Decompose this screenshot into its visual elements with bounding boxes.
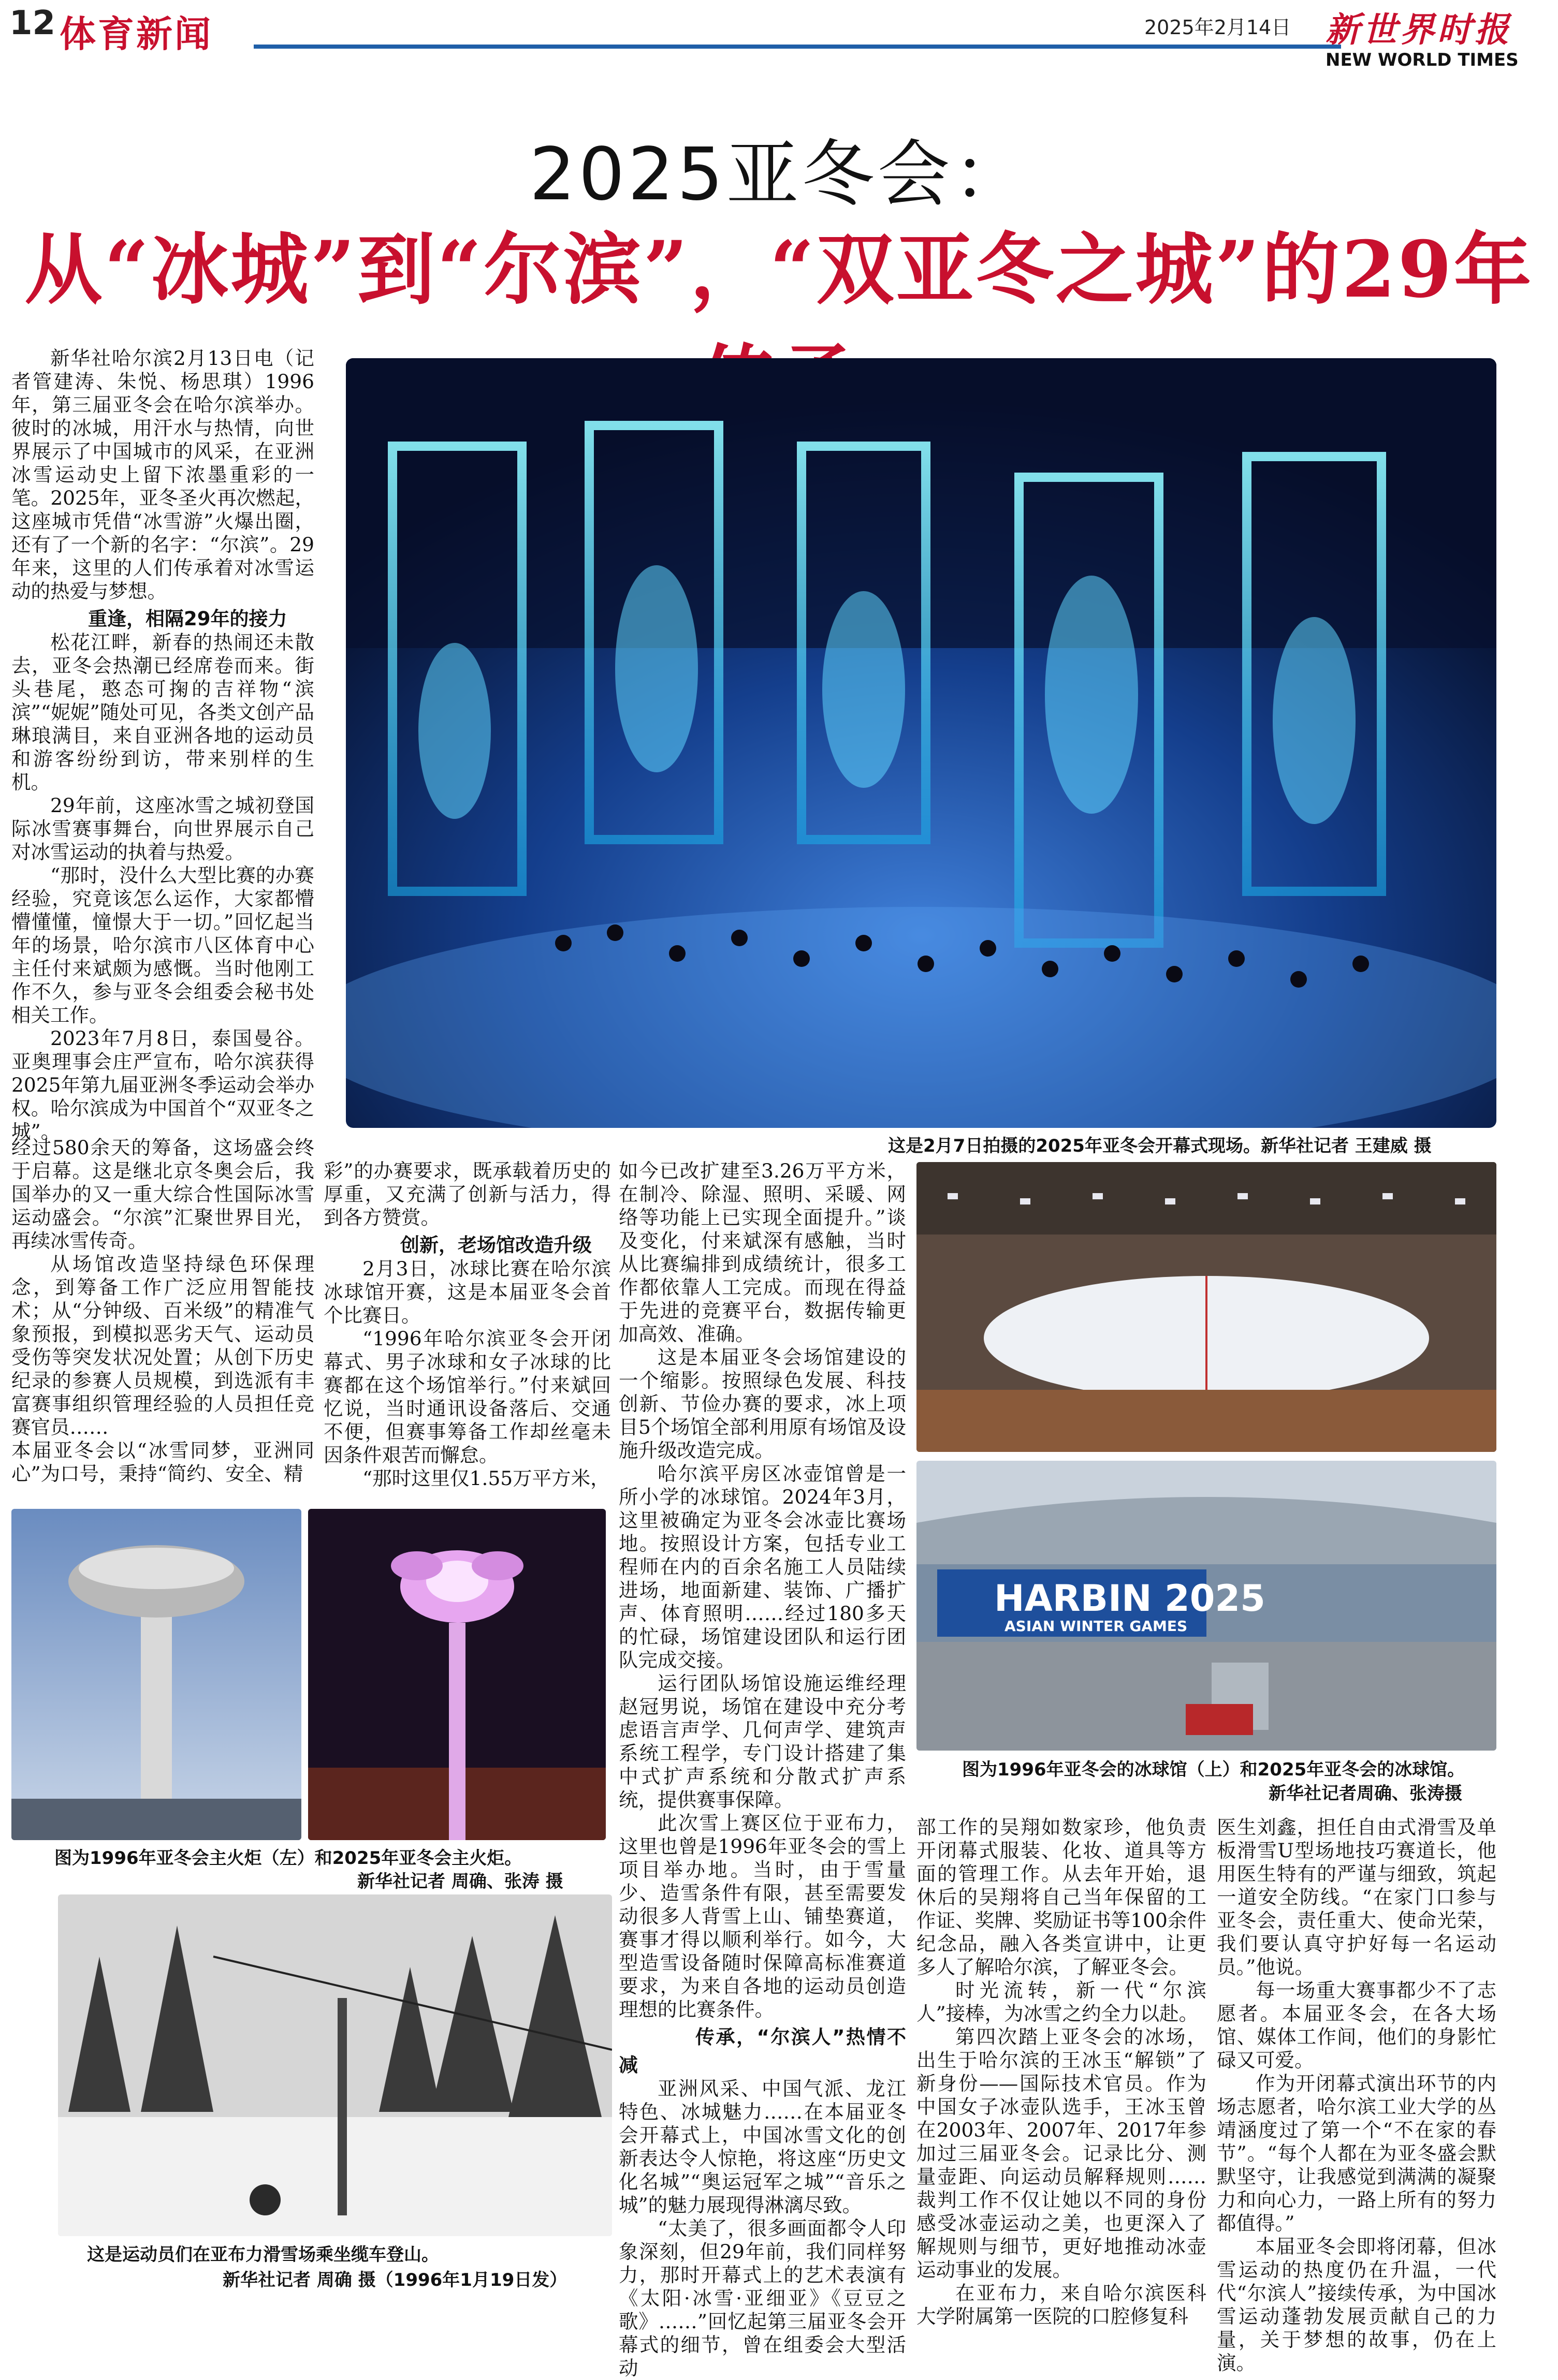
masthead-english: NEW WORLD TIMES — [1326, 50, 1519, 70]
section-title: 体育新闻 — [60, 13, 213, 55]
article-column-2 — [324, 1159, 611, 1490]
ceremony-photo — [346, 358, 1496, 1128]
skilift-credit: 新华社记者 周确 摄（1996年1月19日发） — [223, 2270, 567, 2290]
article-column-3 — [619, 1159, 906, 2380]
headline-line2: 从“冰城”到“尔滨”，“双亚冬之城”的29年 — [24, 224, 1534, 315]
arena-credit: 新华社记者周确、张涛摄 — [1269, 1783, 1462, 1804]
torch-caption: 图为1996年亚冬会主火炬（左）和2025年亚冬会主火炬。 — [54, 1848, 522, 1869]
skilift-caption: 这是运动员们在亚布力滑雪场乘坐缆车登山。 — [87, 2244, 439, 2265]
page-number: 12 — [9, 4, 56, 42]
ceremony-caption: 这是2月7日拍摄的2025年亚冬会开幕式现场。新华社记者 王建威 摄 — [888, 1136, 1432, 1156]
paragraph: 医生刘鑫，担任自由式滑雪及单板滑雪U型场地技巧赛道长，他用医生特有的严谨与细致，筑起一道安全防线。“在家门口参与亚冬会，责任重大、使命光荣，我们要认真守护好每一名运动员。”他说。 — [1217, 1816, 1496, 1978]
paragraph: 作为开闭幕式演出环节的内场志愿者，哈尔滨工业大学的丛靖涵度过了第一个“不在家的春节”。“每个人都在为亚冬盛会默默坚守，让我感觉到满满的凝聚力和向心力，一路上所有的努力都值得。” — [1217, 2072, 1496, 2235]
paragraph: 彩”的办赛要求，既承载着历史的厚重，又充满了创新与活力，得到各方赞赏。 — [324, 1159, 611, 1229]
paragraph: 这是本届亚冬会场馆建设的一个缩影。按照绿色发展、科技创新、节俭办赛的要求，冰上项目5个场馆全部利用原有场馆及设施升级改造完成。 — [619, 1346, 906, 1462]
paragraph: 部工作的吴翔如数家珍，他负责开闭幕式服装、化妆、道具等方面的管理工作。从去年开始，退休后的吴翔将自己当年保留的工作证、奖牌、奖励证书等100余件纪念品，融入各类宣讲中，让更多人了解哈尔滨，了解亚冬会。 — [916, 1816, 1206, 1978]
article-column-1-bottom — [11, 1136, 314, 1486]
subheading: 创新，老场馆改造升级 — [400, 1234, 592, 1256]
ceremony-illustration — [346, 358, 1496, 1128]
paragraph: 本届亚冬会以“冰雪同梦，亚洲同心”为口号，秉持“简约、安全、精 — [11, 1439, 314, 1485]
torch-2025-illustration — [308, 1509, 606, 1840]
header-rule — [254, 45, 1341, 49]
subheading: 重逢，相隔29年的接力 — [88, 608, 287, 630]
arena-1996-illustration — [916, 1162, 1496, 1452]
paragraph: 第四次踏上亚冬会的冰场，出生于哈尔滨的王冰玉“解锁”了新身份——国际技术官员。作为中国女子冰壶队选手，王冰玉曾在2003年、2007年、2017年参加过三届亚冬会。记录比分、测量壶距、向运动员解释规则……裁判工作不仅让她以不同的身份感受冰壶运动之美，也更深入了解规则与细节，更好地推动冰壶运动事业的发展。 — [916, 2025, 1206, 2281]
arena-banner-subtitle: ASIAN WINTER GAMES — [1004, 1618, 1188, 1635]
torch-1996-photo — [11, 1509, 301, 1840]
article-column-5 — [1217, 1816, 1496, 2375]
subheading: 传承，“尔滨人”热情不减 — [619, 2026, 906, 2076]
paragraph: 本届亚冬会即将闭幕，但冰雪运动的热度仍在升温，一代代“尔滨人”接续传承，为中国冰雪运动蓬勃发展贡献自己的力量，关于梦想的故事，仍在上演。 — [1217, 2235, 1496, 2374]
article-column-4 — [916, 1816, 1206, 2328]
paragraph: 每一场重大赛事都少不了志愿者。本届亚冬会，在各大场馆、媒体工作间，他们的身影忙碌又可爱。 — [1217, 1979, 1496, 2072]
paragraph: 在亚布力，来自哈尔滨医科大学附属第一医院的口腔修复科 — [916, 2282, 1206, 2328]
paragraph: 哈尔滨平房区冰壶馆曾是一所小学的冰球馆。2024年3月，这里被确定为亚冬会冰壶比赛场地。按照设计方案，包括专业工程师在内的百余名施工人员陆续进场，地面新建、装饰、广播扩声、体育照明……经过180多天的忙碌，场馆建设团队和运行团队完成交接。 — [619, 1462, 906, 1671]
paragraph: 亚洲风采、中国气派、龙江特色、冰城魅力……在本届亚冬会开幕式上，中国冰雪文化的创新表达令人惊艳，将这座“历史文化名城”“奥运冠军之城”“音乐之城”的魅力展现得淋漓尽致。 — [619, 2077, 906, 2216]
issue-date: 2025年2月14日 — [1144, 16, 1291, 39]
paragraph: “那时这里仅1.55万平方米， — [362, 1467, 610, 1490]
paragraph: 29年前，这座冰雪之城初登国际冰雪赛事舞台，向世界展示自己对冰雪运动的执着与热爱。 — [11, 794, 314, 863]
arena-banner-title: HARBIN 2025 — [994, 1577, 1265, 1620]
paragraph: “太美了，很多画面都令人印象深刻，但29年前，我们同样努力，那时开幕式上的艺术表演有《太阳·冰雪·亚细亚》《豆豆之歌》……”回忆起第三届亚冬会开幕式的细节，曾在组委会大型活动 — [619, 2217, 906, 2379]
torch-1996-illustration — [11, 1509, 301, 1840]
paragraph: 经过580余天的筹备，这场盛会终于启幕。这是继北京冬奥会后，我国举办的又一重大综合性国际冰雪运动盛会。“尔滨”汇聚世界目光，再续冰雪传奇。 — [11, 1136, 314, 1252]
paragraph: 时光流转，新一代“尔滨人”接棒，为冰雪之约全力以赴。 — [916, 1979, 1206, 2025]
article-column-1-top — [11, 347, 314, 1143]
torch-credit: 新华社记者 周确、张涛 摄 — [357, 1871, 563, 1892]
paragraph: 松花江畔，新春的热闹还未散去，亚冬会热潮已经席卷而来。街头巷尾，憨态可掬的吉祥物“滨滨”“妮妮”随处可见，各类文创产品琳琅满目，来自亚洲各地的运动员和游客纷纷到访，带来别样的生机。 — [11, 631, 314, 794]
paragraph: “1996年哈尔滨亚冬会开闭幕式、男子冰球和女子冰球的比赛都在这个场馆举行。”付来斌回忆说，当时通讯设备落后、交通不便，但赛事筹备工作却丝毫未因条件艰苦而懈怠。 — [324, 1327, 611, 1466]
torch-2025-photo — [308, 1509, 606, 1840]
paragraph: “那时，没什么大型比赛的办赛经验，究竟该怎么运作，大家都懵懵懂懂，憧憬大于一切。”回忆起当年的场景，哈尔滨市八区体育中心主任付来斌颇为感慨。当时他刚工作不久，参与亚冬会组委会秘书处相关工作。 — [11, 864, 314, 1026]
paragraph: 此次雪上赛区位于亚布力，这里也曾是1996年亚冬会的雪上项目举办地。当时，由于雪量少、造雪条件有限，甚至需要发动很多人背雪上山、铺垫赛道，赛事才得以顺利举行。如今，大型造雪设备随时保障高标准赛道要求，为来自各地的运动员创造理想的比赛条件。 — [619, 1812, 906, 2021]
paragraph: 新华社哈尔滨2月13日电（记者管建涛、朱悦、杨思琪）1996年，第三届亚冬会在哈尔滨举办。彼时的冰城，用汗水与热情，向世界展示了中国城市的风采，在亚洲冰雪运动史上留下浓墨重彩的一笔。2025年，亚冬圣火再次燃起，这座城市凭借“冰雪游”火爆出圈，还有了一个新的名字：“尔滨”。29年来，这里的人们传承着对冰雪运动的热爱与梦想。 — [11, 347, 314, 603]
paragraph: 2023年7月8日，泰国曼谷。亚奥理事会庄严宣布，哈尔滨获得2025年第九届亚洲冬季运动会举办权。哈尔滨成为中国首个“双亚冬之城”。 — [11, 1027, 314, 1143]
paragraph: 如今已改扩建至3.26万平方米，在制冷、除湿、照明、采暖、网络等功能上已实现全面提升。”谈及变化，付来斌深有感触，当时从比赛编排到成绩统计，很多工作都依靠人工完成。而现在得益于先进的竞赛平台，数据传输更加高效、准确。 — [619, 1159, 906, 1345]
skilift-illustration — [58, 1894, 612, 2236]
paragraph: 运行团队场馆设施运维经理赵冠男说，场馆在建设中充分考虑语言声学、几何声学、建筑声系统工程学，专门设计搭建了集中式扩声系统和分散式扩声系统，提供赛事保障。 — [619, 1672, 906, 1811]
paragraph: 2月3日，冰球比赛在哈尔滨冰球馆开赛，这是本届亚冬会首个比赛日。 — [324, 1257, 611, 1327]
skilift-photo — [58, 1894, 612, 2236]
headline-line1: 2025亚冬会： — [529, 133, 1029, 217]
arena-1996-photo — [916, 1162, 1496, 1452]
masthead: 新世界时报 — [1326, 9, 1512, 50]
arena-caption: 图为1996年亚冬会的冰球馆（上）和2025年亚冬会的冰球馆。 — [962, 1759, 1465, 1780]
arena-2025-photo — [916, 1461, 1496, 1751]
paragraph: 从场馆改造坚持绿色环保理念，到筹备工作广泛应用智能技术；从“分钟级、百米级”的精准气象预报，到模拟恶劣天气、运动员受伤等突发状况处置；从创下历史纪录的参赛人员规模，到选派有丰富赛事组织管理经验的人员担任竞赛官员…… — [11, 1253, 314, 1438]
